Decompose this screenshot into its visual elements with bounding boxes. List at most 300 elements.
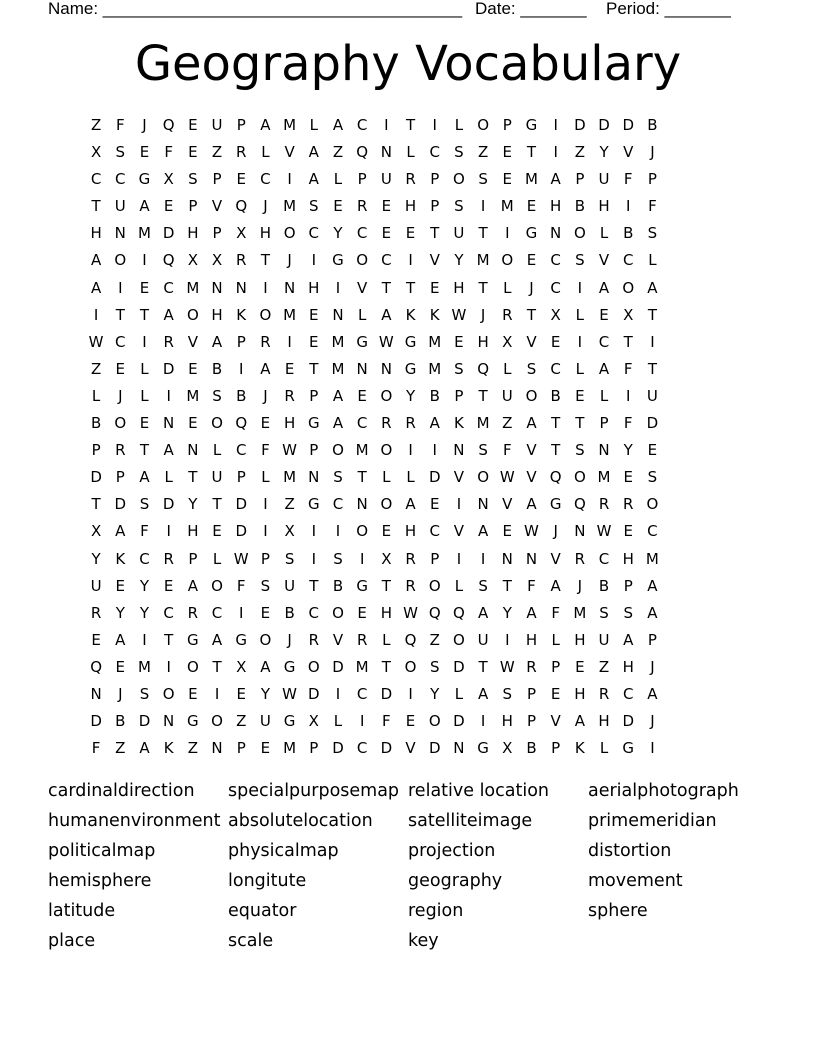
grid-letter: A bbox=[163, 305, 174, 324]
grid-letter: B bbox=[574, 197, 585, 216]
grid-letter: O bbox=[259, 630, 272, 649]
grid-row bbox=[84, 464, 738, 491]
grid-letter: C bbox=[163, 278, 174, 297]
grid-letter: X bbox=[187, 251, 198, 270]
word-bank-row bbox=[48, 898, 788, 928]
grid-letter: S bbox=[478, 441, 488, 460]
grid-letter: Y bbox=[454, 251, 464, 270]
grid-letter: W bbox=[499, 468, 515, 487]
grid-letter: L bbox=[575, 359, 585, 378]
grid-letter: O bbox=[573, 468, 586, 487]
grid-letter: X bbox=[236, 657, 247, 676]
word-bank-item: absolutelocation bbox=[228, 811, 373, 831]
grid-letter: J bbox=[577, 576, 583, 595]
grid-letter: I bbox=[335, 522, 341, 541]
grid-letter: O bbox=[186, 305, 199, 324]
grid-letter: H bbox=[574, 630, 586, 649]
grid-letter: U bbox=[453, 224, 465, 243]
grid-letter: I bbox=[311, 251, 316, 270]
grid-letter: T bbox=[212, 495, 222, 514]
word-bank-item: place bbox=[48, 931, 96, 951]
grid-letter: R bbox=[163, 549, 174, 568]
grid-letter: I bbox=[480, 712, 486, 731]
grid-letter: P bbox=[647, 630, 657, 649]
grid-letter: E bbox=[381, 522, 392, 541]
grid-letter: C bbox=[308, 224, 320, 243]
grid-letter: E bbox=[502, 522, 513, 541]
grid-letter: J bbox=[480, 305, 486, 324]
grid-letter: W bbox=[378, 332, 394, 351]
grid-letter: A bbox=[332, 116, 344, 134]
grid-row bbox=[84, 573, 738, 600]
grid-letter: A bbox=[332, 386, 344, 405]
grid-letter: C bbox=[550, 278, 561, 297]
grid-letter: M bbox=[428, 359, 442, 378]
grid-letter: A bbox=[308, 143, 319, 162]
grid-letter: S bbox=[526, 359, 537, 378]
word-bank-item: latitude bbox=[48, 901, 116, 921]
grid-letter: S bbox=[333, 468, 343, 487]
grid-letter: J bbox=[650, 143, 655, 162]
grid-row bbox=[84, 546, 738, 573]
grid-letter: C bbox=[163, 603, 174, 622]
grid-letter: E bbox=[526, 197, 537, 216]
grid-letter: A bbox=[623, 630, 634, 649]
grid-letter: Y bbox=[139, 576, 150, 595]
grid-letter: Q bbox=[549, 468, 562, 487]
grid-letter: P bbox=[551, 657, 561, 676]
grid-letter: E bbox=[139, 278, 150, 297]
grid-letter: L bbox=[333, 712, 343, 731]
grid-letter: J bbox=[650, 712, 655, 731]
grid-row bbox=[84, 356, 738, 383]
grid-letter: I bbox=[480, 549, 486, 568]
grid-letter: W bbox=[233, 549, 249, 568]
grid-letter: B bbox=[429, 386, 440, 405]
grid-letter: P bbox=[260, 549, 270, 568]
grid-letter: D bbox=[138, 712, 151, 731]
grid-letter: C bbox=[308, 603, 320, 622]
grid-letter: A bbox=[647, 278, 658, 297]
grid-letter: G bbox=[477, 739, 489, 758]
grid-letter: V bbox=[526, 332, 537, 351]
grid-letter: M bbox=[137, 657, 151, 676]
grid-letter: M bbox=[186, 386, 200, 405]
grid-letter: A bbox=[260, 116, 271, 134]
grid-letter: U bbox=[211, 468, 223, 487]
grid-letter: S bbox=[260, 576, 271, 595]
word-bank-row bbox=[48, 778, 788, 808]
grid-letter: O bbox=[186, 657, 199, 676]
word-bank-item: longitute bbox=[228, 871, 307, 891]
grid-letter: Z bbox=[236, 712, 247, 731]
grid-letter: X bbox=[211, 251, 223, 270]
word-bank-item: physicalmap bbox=[228, 841, 339, 861]
grid-letter: I bbox=[166, 386, 171, 405]
grid-letter: I bbox=[408, 251, 413, 270]
grid-letter: I bbox=[432, 116, 437, 134]
grid-letter: G bbox=[356, 576, 368, 595]
grid-letter: F bbox=[91, 739, 101, 758]
grid-letter: P bbox=[599, 414, 609, 433]
grid-letter: U bbox=[284, 576, 296, 595]
grid-letter: W bbox=[499, 657, 515, 676]
grid-letter: F bbox=[527, 576, 536, 595]
grid-letter: I bbox=[335, 684, 341, 703]
grid-letter: L bbox=[454, 576, 464, 595]
grid-letter: W bbox=[88, 332, 104, 351]
grid-row bbox=[84, 600, 738, 627]
grid-letter: N bbox=[380, 143, 392, 162]
grid-letter: X bbox=[623, 305, 634, 324]
grid-letter: R bbox=[405, 170, 416, 189]
grid-letter: P bbox=[91, 441, 101, 460]
grid-letter: X bbox=[381, 549, 392, 568]
grid-letter: R bbox=[187, 603, 199, 622]
grid-letter: U bbox=[211, 116, 223, 134]
grid-letter: C bbox=[647, 522, 658, 541]
grid-letter: R bbox=[381, 414, 392, 433]
grid-letter: Q bbox=[235, 414, 248, 433]
word-bank-item: aerialphotograph bbox=[588, 781, 739, 801]
grid-letter: N bbox=[477, 495, 489, 514]
grid-letter: P bbox=[212, 170, 222, 189]
grid-letter: B bbox=[211, 359, 223, 378]
grid-letter: G bbox=[404, 359, 417, 378]
grid-letter: F bbox=[261, 441, 270, 460]
grid-letter: C bbox=[429, 143, 440, 162]
grid-row bbox=[84, 518, 738, 545]
grid-letter: A bbox=[115, 630, 126, 649]
grid-letter: C bbox=[550, 359, 561, 378]
name-field: Name: ______________________________________ bbox=[48, 0, 463, 18]
grid-letter: O bbox=[622, 278, 635, 297]
grid-letter: D bbox=[114, 495, 127, 514]
grid-letter: D bbox=[380, 739, 393, 758]
grid-letter: G bbox=[356, 332, 368, 351]
grid-letter: S bbox=[623, 603, 633, 622]
grid-letter: R bbox=[284, 386, 295, 405]
grid-letter: E bbox=[357, 603, 367, 622]
grid-letter: G bbox=[187, 630, 199, 649]
grid-letter: K bbox=[236, 305, 247, 324]
grid-letter: E bbox=[163, 197, 174, 216]
grid-letter: A bbox=[429, 414, 440, 433]
grid-letter: T bbox=[623, 332, 633, 351]
grid-letter: B bbox=[115, 712, 126, 731]
grid-letter: O bbox=[114, 414, 127, 433]
grid-letter: A bbox=[163, 441, 174, 460]
grid-letter: O bbox=[380, 441, 393, 460]
grid-letter: A bbox=[550, 576, 561, 595]
grid-letter: L bbox=[382, 630, 391, 649]
grid-letter: T bbox=[551, 441, 561, 460]
grid-row bbox=[84, 193, 738, 220]
grid-letter: B bbox=[598, 576, 610, 595]
grid-letter: V bbox=[526, 441, 537, 460]
word-bank-item: distortion bbox=[588, 841, 672, 861]
grid-letter: M bbox=[331, 359, 345, 378]
grid-letter: S bbox=[139, 684, 150, 703]
grid-letter: L bbox=[357, 305, 367, 324]
grid-letter: G bbox=[622, 739, 635, 758]
grid-row bbox=[84, 410, 738, 437]
grid-letter: J bbox=[553, 522, 558, 541]
grid-letter: D bbox=[90, 712, 102, 731]
grid-letter: I bbox=[263, 278, 268, 297]
grid-letter: D bbox=[453, 712, 465, 731]
grid-letter: J bbox=[529, 278, 534, 297]
grid-letter: F bbox=[382, 712, 391, 731]
grid-letter: W bbox=[451, 305, 467, 324]
grid-letter: U bbox=[646, 386, 658, 405]
grid-letter: T bbox=[526, 143, 537, 162]
grid-letter: H bbox=[525, 630, 538, 649]
grid-letter: R bbox=[405, 414, 416, 433]
grid-letter: J bbox=[287, 251, 292, 270]
grid-letter: V bbox=[453, 522, 465, 541]
grid-letter: D bbox=[162, 359, 175, 378]
grid-letter: L bbox=[406, 468, 415, 487]
grid-letter: N bbox=[308, 468, 320, 487]
grid-letter: E bbox=[260, 414, 271, 433]
grid-letter: V bbox=[429, 251, 440, 270]
grid-letter: A bbox=[477, 603, 489, 622]
page-title: Geography Vocabulary bbox=[134, 36, 682, 92]
grid-letter: P bbox=[430, 170, 440, 189]
grid-letter: T bbox=[575, 414, 585, 433]
word-bank-item: region bbox=[408, 901, 464, 921]
grid-letter: C bbox=[550, 251, 561, 270]
grid-letter: I bbox=[408, 684, 413, 703]
grid-row bbox=[84, 708, 738, 735]
grid-letter: T bbox=[91, 197, 101, 216]
grid-letter: H bbox=[574, 684, 586, 703]
grid-letter: I bbox=[577, 278, 583, 297]
grid-letter: J bbox=[118, 684, 123, 703]
grid-letter: P bbox=[188, 197, 198, 216]
grid-letter: A bbox=[477, 684, 489, 703]
grid-letter: S bbox=[575, 441, 585, 460]
grid-letter: A bbox=[308, 170, 319, 189]
grid-letter: M bbox=[645, 549, 659, 568]
grid-letter: Q bbox=[235, 197, 248, 216]
grid-letter: Q bbox=[573, 495, 586, 514]
grid-letter: V bbox=[550, 712, 561, 731]
word-bank-item: satelliteimage bbox=[408, 811, 533, 831]
grid-letter: E bbox=[91, 630, 101, 649]
grid-letter: I bbox=[239, 359, 244, 378]
grid-letter: U bbox=[501, 386, 513, 405]
grid-letter: E bbox=[188, 143, 198, 162]
grid-letter: V bbox=[357, 278, 368, 297]
grid-letter: M bbox=[283, 305, 297, 324]
grid-letter: P bbox=[309, 386, 319, 405]
grid-letter: I bbox=[456, 549, 462, 568]
grid-letter: O bbox=[211, 712, 223, 731]
grid-letter: J bbox=[263, 197, 268, 216]
grid-letter: D bbox=[332, 657, 344, 676]
grid-letter: I bbox=[142, 251, 147, 270]
grid-letter: T bbox=[260, 251, 270, 270]
grid-letter: Y bbox=[91, 549, 101, 568]
grid-letter: I bbox=[359, 712, 365, 731]
grid-letter: P bbox=[430, 549, 440, 568]
grid-letter: Y bbox=[333, 224, 343, 243]
grid-letter: F bbox=[115, 116, 125, 134]
grid-letter: D bbox=[332, 739, 344, 758]
grid-letter: X bbox=[90, 522, 102, 541]
grid-letter: O bbox=[356, 522, 369, 541]
grid-letter: T bbox=[478, 278, 488, 297]
grid-letter: E bbox=[115, 657, 126, 676]
grid-letter: E bbox=[309, 332, 319, 351]
word-bank-item: primemeridian bbox=[588, 811, 717, 831]
grid-letter: W bbox=[596, 522, 612, 541]
grid-letter: R bbox=[623, 495, 634, 514]
grid-letter: H bbox=[211, 305, 223, 324]
word-bank-row bbox=[48, 838, 788, 868]
grid-letter: P bbox=[430, 197, 440, 216]
grid-letter: H bbox=[259, 224, 272, 243]
grid-letter: I bbox=[118, 278, 123, 297]
grid-letter: M bbox=[137, 224, 151, 243]
grid-letter: T bbox=[309, 576, 319, 595]
grid-letter: X bbox=[284, 522, 295, 541]
grid-letter: S bbox=[429, 657, 440, 676]
grid-letter: T bbox=[309, 359, 319, 378]
grid-letter: T bbox=[405, 116, 416, 134]
grid-letter: W bbox=[403, 603, 418, 622]
grid-letter: N bbox=[235, 278, 247, 297]
grid-letter: T bbox=[115, 305, 125, 324]
grid-letter: P bbox=[236, 468, 246, 487]
grid-letter: R bbox=[163, 332, 174, 351]
grid-letter: O bbox=[307, 657, 320, 676]
grid-letter: L bbox=[599, 224, 609, 243]
grid-letter: H bbox=[453, 278, 465, 297]
grid-letter: Q bbox=[453, 603, 465, 622]
grid-letter: C bbox=[90, 170, 102, 189]
grid-letter: A bbox=[332, 414, 344, 433]
grid-letter: R bbox=[236, 143, 247, 162]
grid-letter: P bbox=[236, 332, 246, 351]
grid-letter: L bbox=[599, 386, 609, 405]
grid-letter: T bbox=[139, 441, 150, 460]
grid-letter: V bbox=[598, 251, 610, 270]
grid-letter: N bbox=[501, 549, 513, 568]
grid-letter: D bbox=[453, 657, 465, 676]
grid-letter: R bbox=[502, 305, 513, 324]
grid-letter: L bbox=[575, 305, 585, 324]
grid-letter: P bbox=[188, 549, 198, 568]
grid-letter: I bbox=[142, 332, 147, 351]
grid-letter: C bbox=[356, 684, 368, 703]
grid-letter: Z bbox=[211, 143, 223, 162]
grid-letter: U bbox=[380, 170, 392, 189]
grid-row bbox=[84, 329, 738, 356]
word-bank-row bbox=[48, 928, 788, 958]
grid-letter: S bbox=[188, 170, 198, 189]
grid-letter: S bbox=[478, 576, 488, 595]
grid-letter: P bbox=[551, 739, 561, 758]
word-bank-item: sphere bbox=[588, 901, 648, 921]
grid-letter: O bbox=[259, 305, 272, 324]
grid-letter: A bbox=[187, 576, 198, 595]
grid-letter: A bbox=[526, 414, 537, 433]
grid-letter: P bbox=[236, 739, 246, 758]
grid-letter: I bbox=[626, 197, 631, 216]
grid-letter: E bbox=[115, 359, 126, 378]
grid-letter: O bbox=[211, 414, 223, 433]
grid-letter: I bbox=[214, 684, 220, 703]
grid-letter: I bbox=[650, 332, 655, 351]
grid-letter: N bbox=[380, 359, 392, 378]
grid-letter: Q bbox=[356, 143, 369, 162]
grid-letter: I bbox=[408, 441, 413, 460]
grid-letter: R bbox=[236, 251, 247, 270]
grid-letter: L bbox=[503, 278, 512, 297]
grid-letter: L bbox=[140, 359, 149, 378]
grid-letter: E bbox=[236, 684, 246, 703]
grid-letter: C bbox=[115, 332, 126, 351]
grid-letter: D bbox=[622, 712, 634, 731]
grid-letter: Z bbox=[477, 143, 489, 162]
grid-letter: R bbox=[308, 630, 319, 649]
grid-letter: S bbox=[599, 603, 609, 622]
grid-letter: Z bbox=[429, 630, 440, 649]
grid-letter: P bbox=[526, 684, 536, 703]
grid-letter: A bbox=[526, 495, 537, 514]
grid-letter: H bbox=[550, 197, 562, 216]
grid-letter: E bbox=[139, 143, 150, 162]
word-bank-item: cardinaldirection bbox=[48, 781, 195, 801]
grid-letter: Y bbox=[260, 684, 270, 703]
grid-letter: I bbox=[311, 549, 316, 568]
grid-letter: O bbox=[380, 386, 393, 405]
grid-letter: H bbox=[404, 522, 417, 541]
grid-letter: C bbox=[260, 170, 271, 189]
word-bank-item: humanenvironment bbox=[48, 811, 221, 831]
grid-letter: A bbox=[211, 332, 223, 351]
grid-letter: M bbox=[524, 170, 538, 189]
grid-letter: E bbox=[405, 712, 416, 731]
grid-letter: N bbox=[283, 278, 296, 297]
grid-letter: S bbox=[647, 468, 658, 487]
grid-letter: M bbox=[573, 603, 587, 622]
grid-row bbox=[84, 247, 738, 274]
grid-letter: T bbox=[478, 386, 488, 405]
grid-letter: G bbox=[307, 414, 320, 433]
grid-letter: E bbox=[502, 143, 513, 162]
grid-letter: Q bbox=[428, 603, 441, 622]
grid-letter: L bbox=[503, 359, 512, 378]
grid-letter: F bbox=[623, 414, 633, 433]
grid-letter: N bbox=[574, 522, 586, 541]
grid-letter: G bbox=[307, 495, 320, 514]
grid-letter: I bbox=[359, 549, 365, 568]
grid-letter: P bbox=[357, 170, 367, 189]
grid-letter: N bbox=[356, 495, 368, 514]
grid-letter: E bbox=[623, 522, 633, 541]
grid-letter: E bbox=[188, 414, 198, 433]
grid-letter: H bbox=[622, 657, 634, 676]
grid-letter: D bbox=[428, 739, 441, 758]
grid-letter: H bbox=[308, 278, 320, 297]
grid-letter: U bbox=[598, 630, 610, 649]
date-field: Date: _______ bbox=[475, 0, 587, 18]
grid-letter: F bbox=[164, 143, 173, 162]
